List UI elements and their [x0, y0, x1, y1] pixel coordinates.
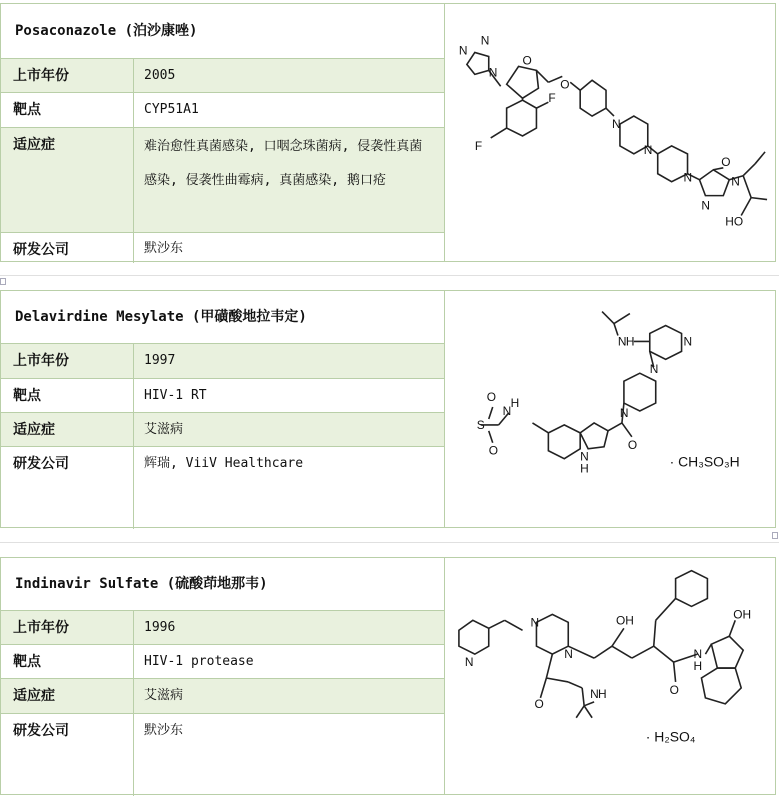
atom-label: HO: [725, 214, 744, 229]
drug-name: Indinavir Sulfate (硫酸茚地那韦): [15, 576, 268, 592]
row-target: [1, 644, 444, 678]
value-target: HIV-1 protease: [144, 654, 254, 669]
structure-image-indinavir: [445, 558, 775, 794]
atom-label: H: [510, 396, 520, 411]
posaconazole-structure-svg: [445, 4, 775, 261]
delavirdine-structure-svg: [445, 291, 775, 527]
atom-label: O: [560, 77, 570, 92]
atom-label: N: [480, 33, 490, 48]
atom-label: N: [530, 615, 540, 630]
row-target: [1, 378, 444, 412]
atom-label: N: [488, 65, 498, 80]
atom-label: OH: [615, 613, 634, 628]
drug-name: Delavirdine Mesylate (甲磺酸地拉韦定): [15, 309, 307, 325]
label-year: 上市年份: [1, 611, 134, 644]
label-indication: 适应症: [1, 413, 134, 446]
salt-label: · H₂SO₄: [645, 728, 696, 745]
label-year: 上市年份: [1, 59, 134, 92]
value-year: 2005: [134, 59, 444, 92]
edge-marker: [772, 532, 778, 539]
salt-label: · CH₃SO₃H: [669, 453, 740, 470]
drug-card-indinavir: [0, 557, 776, 795]
label-company: 研发公司: [1, 447, 134, 529]
row-company: [1, 232, 444, 263]
label-year: 上市年份: [1, 344, 134, 378]
atom-label: N: [590, 686, 599, 701]
atom-label: O: [627, 437, 638, 452]
atom-label: N: [619, 405, 629, 420]
value-company: 默沙东: [144, 723, 184, 738]
label-indication: 适应症: [1, 679, 134, 713]
row-year: [1, 58, 444, 92]
value-indication: 艾滋病: [134, 679, 444, 713]
atom-label: OH: [733, 607, 752, 622]
value-target: HIV-1 RT: [144, 388, 207, 403]
atom-label: F: [474, 138, 483, 153]
label-target: 靶点: [1, 645, 134, 678]
label-target: 靶点: [1, 379, 134, 412]
structure-image-delavirdine: [445, 291, 775, 527]
atom-label: N: [611, 117, 621, 132]
value-year: 1996: [134, 611, 444, 644]
drug-info-panel: [1, 4, 445, 261]
atom-label: H: [598, 686, 607, 701]
atom-label: N: [731, 174, 740, 189]
atom-label: O: [669, 682, 679, 697]
atom-label: N: [464, 655, 474, 670]
atom-label: H: [693, 659, 703, 674]
drug-card-posaconazole: [0, 3, 776, 262]
atom-label: N: [580, 449, 589, 464]
value-indication: 艾滋病: [134, 413, 444, 446]
value-company: 辉瑞, ViiV Healthcare: [144, 456, 304, 471]
atom-label: F: [548, 91, 556, 106]
row-indication: [1, 412, 444, 446]
atom-label: N: [502, 403, 512, 418]
row-year: [1, 343, 444, 378]
row-target: [1, 92, 444, 127]
edge-marker: [0, 278, 6, 285]
atom-label: O: [486, 390, 497, 405]
row-company: [1, 713, 444, 796]
atom-label: O: [534, 696, 544, 711]
row-year: [1, 610, 444, 644]
drug-card-delavirdine: [0, 290, 776, 528]
drug-info-panel: [1, 558, 445, 794]
drug-info-panel: [1, 291, 445, 527]
indinavir-structure-svg: [445, 558, 775, 794]
atom-label: N: [683, 170, 693, 185]
atom-label: O: [721, 154, 731, 169]
atom-label: N: [649, 362, 659, 377]
atom-label: N: [564, 647, 573, 662]
atom-label: O: [522, 53, 532, 68]
value-target: CYP51A1: [144, 102, 199, 117]
structure-image-posaconazole: [445, 4, 775, 261]
atom-label: N: [643, 142, 653, 157]
atom-label: S: [476, 417, 485, 432]
atom-label: O: [488, 443, 499, 458]
atom-label: H: [580, 461, 589, 476]
row-indication: [1, 127, 444, 232]
atom-label: N: [683, 334, 693, 349]
row-indication: [1, 678, 444, 713]
atom-label: N: [693, 647, 703, 662]
row-company: [1, 446, 444, 529]
value-company: 默沙东: [144, 241, 184, 256]
value-indication: 难治愈性真菌感染, 口咽念珠菌病, 侵袭性真菌感染, 侵袭性曲霉病, 真菌感染, 鹅口疮: [134, 128, 444, 232]
label-company: 研发公司: [1, 233, 134, 263]
value-year: 1997: [134, 344, 444, 378]
atom-label: H: [625, 334, 635, 349]
atom-label: N: [701, 198, 711, 213]
label-indication: 适应症: [1, 128, 134, 232]
label-company: 研发公司: [1, 714, 134, 796]
label-target: 靶点: [1, 93, 134, 127]
section-divider: [0, 542, 779, 543]
drug-name: Posaconazole (泊沙康唑): [15, 23, 198, 39]
atom-label: N: [617, 334, 627, 349]
section-divider: [0, 275, 779, 276]
atom-label: N: [458, 43, 468, 58]
